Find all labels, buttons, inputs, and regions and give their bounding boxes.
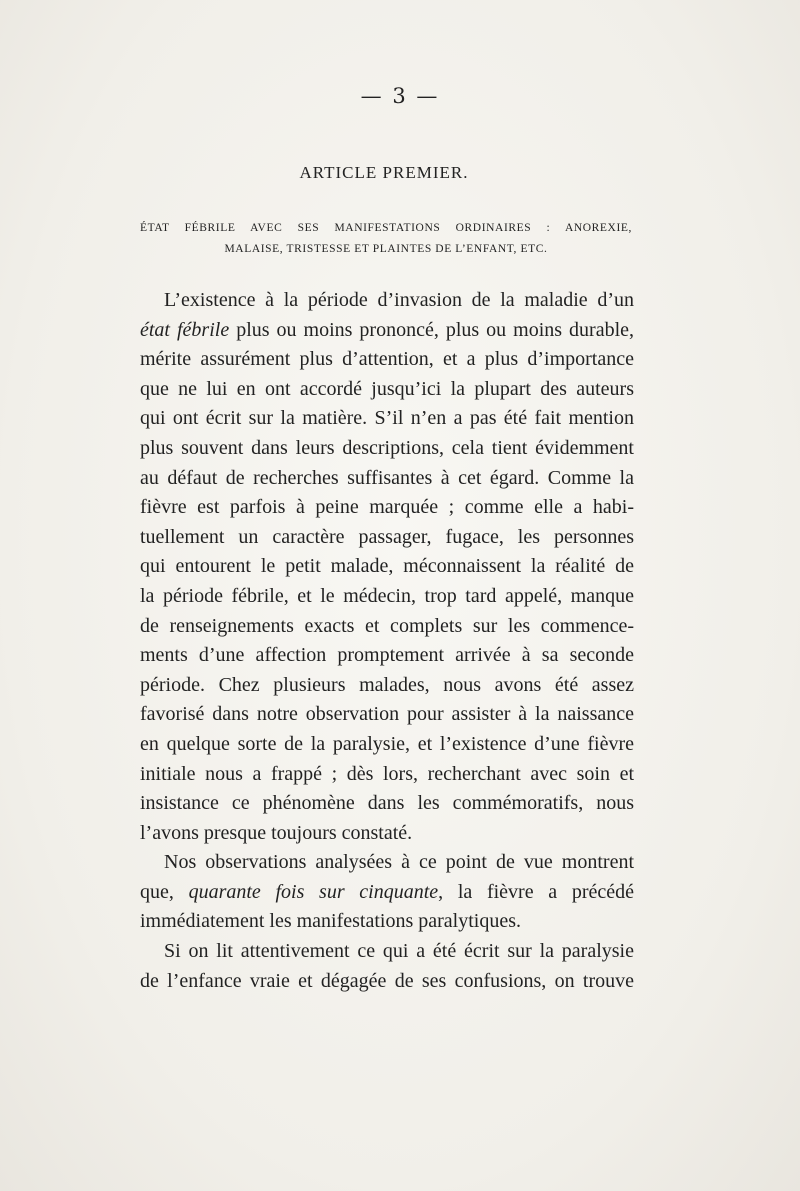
text-line: Nos observations analysées à ce point de vue montrent <box>164 851 634 874</box>
text-line: L’existence à la période d’invasion de la maladie d’un <box>164 289 634 311</box>
text-line: de renseignements exacts et complets sur les commence- <box>140 614 634 637</box>
text-fragment: plus ou moins prononcé, plus ou moins durable, <box>229 318 635 341</box>
text-line: période. Chez plusieurs malades, nous avons été assez <box>140 673 634 696</box>
text-line: initiale nous a frappé ; dès lors, recherchant avec soin et <box>140 762 634 785</box>
text-line: insistance ce phénomène dans les commémoratifs, nous <box>140 792 634 815</box>
text-line: plus souvent dans leurs descriptions, cela tient évidemment <box>140 436 634 459</box>
body-text <box>140 286 634 996</box>
text-line: que ne lui en ont accordé jusqu’ici la plupart des auteurs <box>140 377 634 400</box>
text-line: au défaut de recherches suffisantes à cet égard. Comme la <box>140 466 634 489</box>
subtitle-line: ÉTAT FÉBRILE AVEC SES MANIFESTATIONS ORDINAIRES : ANOREXIE, <box>140 222 632 234</box>
text-line: l’avons presque toujours constaté. <box>140 821 413 844</box>
subtitle-line: MALAISE, TRISTESSE ET PLAINTES DE L’ENFANT, ETC. <box>224 243 548 255</box>
text-line: favorisé dans notre observation pour assister à la naissance <box>140 703 634 726</box>
italic-term: état fébrile <box>140 318 230 341</box>
text-line: qui entourent le petit malade, méconnaissent la réalité de <box>140 555 634 578</box>
text-line: la période fébrile, et le médecin, trop tard appelé, manque <box>140 584 634 607</box>
text-line: Si on lit attentivement ce qui a été écrit sur la paralysie <box>164 940 634 963</box>
article-title: ARTICLE PREMIER. <box>299 163 469 182</box>
text-line: fièvre est parfois à peine marquée ; comme elle a habi- <box>140 496 634 519</box>
text-line: en quelque sorte de la paralysie, et l’existence d’une fièvre <box>140 732 634 755</box>
text-line <box>140 316 634 346</box>
text-fragment: , la fièvre a précédé <box>438 880 634 903</box>
text-line: qui ont écrit sur la matière. S’il n’en a pas été fait mention <box>140 407 634 430</box>
italic-phrase: quarante fois sur cinquante <box>188 880 439 903</box>
text-fragment: que, <box>140 880 189 903</box>
text-line: de l’enfance vraie et dégagée de ses confusions, on trouve <box>140 969 634 992</box>
page-number: — 3 — <box>360 84 440 108</box>
text-line: tuellement un caractère passager, fugace, les personnes <box>140 525 634 548</box>
text-line: mérite assurément plus d’attention, et a plus d’importance <box>140 348 634 371</box>
text-line: immédiatement les manifestations paralytiques. <box>140 910 522 933</box>
text-line: ments d’une affection promptement arrivée à sa seconde <box>140 644 634 667</box>
text-line <box>140 878 634 908</box>
article-subtitle <box>140 218 632 260</box>
